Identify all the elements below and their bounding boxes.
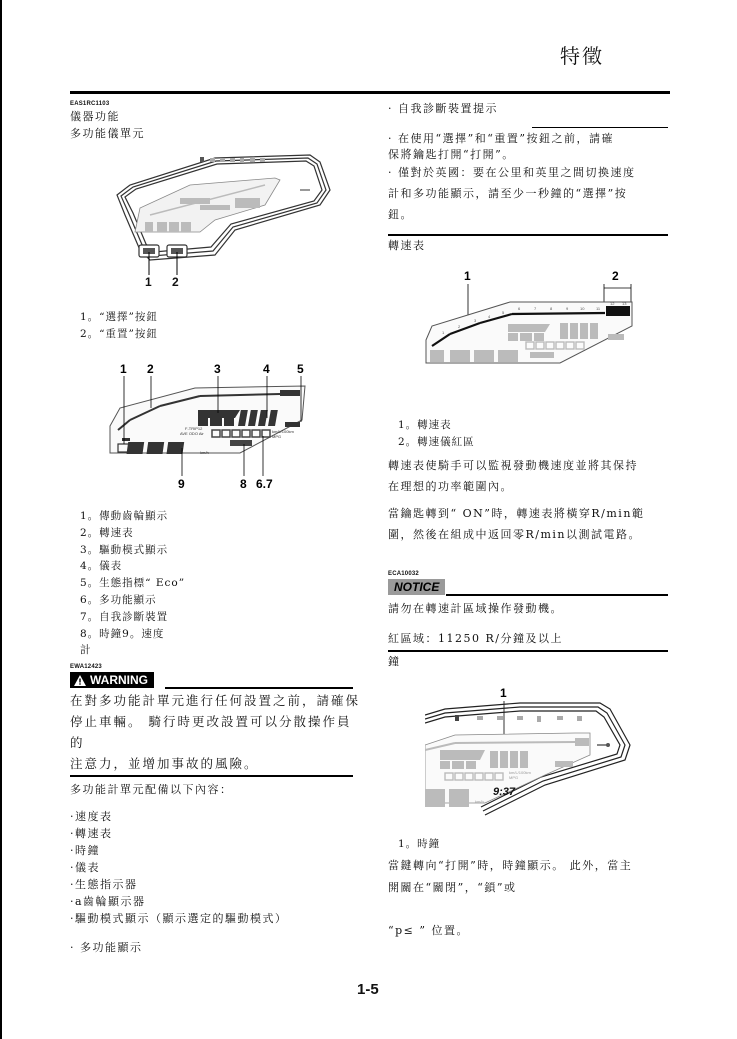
para-line: 開關在“關閉”，“鎖”或 — [388, 881, 517, 894]
diag-item: · 自我診斷裝置提示 — [388, 102, 498, 115]
section-rule — [388, 650, 668, 652]
warning-line: 停止車輛。 騎行時更改設置可以分散操作員的 — [70, 714, 352, 750]
header-rule — [70, 91, 670, 94]
figure4-legend — [398, 836, 440, 853]
svg-text:F-TRIP12: F-TRIP12 — [185, 426, 203, 431]
section-title: 特徵 — [560, 44, 604, 68]
figure2-legend — [80, 508, 185, 659]
feature-item: ·轉速表 — [70, 827, 113, 840]
legend-item: 1。時鐘 — [398, 838, 441, 850]
svg-text:8: 8 — [550, 306, 553, 311]
figure-clock — [425, 685, 635, 820]
svg-text:11: 11 — [596, 306, 601, 311]
warning-triangle-icon — [74, 675, 86, 686]
tach-paragraph-1 — [388, 455, 673, 497]
callout-1: 1 — [500, 686, 507, 700]
legend-item: 3。驅動模式顯示 — [80, 543, 169, 556]
note-line: 計和多功能顯示，請至少一秒鐘的“選擇”按 — [388, 187, 628, 200]
svg-text:13: 13 — [622, 301, 627, 306]
svg-text:km/h: km/h — [475, 799, 484, 804]
svg-text:5: 5 — [502, 310, 505, 315]
note-line: · 在使用“選擇”和“重置”按鈕之前，請確 — [388, 132, 614, 145]
warning-rule — [165, 687, 353, 689]
para-line: 圍，然後在組成中返回零R/min以測試電路。 — [388, 528, 642, 541]
notes-block — [388, 131, 673, 225]
svg-text:6: 6 — [518, 306, 521, 311]
heading-instrument-functions: 儀器功能 — [70, 110, 120, 123]
note-rule — [532, 127, 668, 128]
legend-item: 7。自我診斷裝置 — [80, 610, 169, 623]
legend-item: 2。“重置”按鈕 — [80, 327, 158, 340]
para-line: 當鍵轉向“打開”時，時鐘顯示。 此外，當主 — [388, 859, 633, 872]
page-left-border — [0, 0, 2, 1039]
feature-item-multifunction: · 多功能顯示 — [70, 941, 143, 954]
svg-text:2: 2 — [458, 324, 461, 329]
note-line: · 僅對於英國：要在公里和英里之間切換速度 — [388, 166, 636, 179]
svg-text:10: 10 — [580, 306, 585, 311]
features-list — [70, 808, 288, 927]
svg-text:MPG: MPG — [272, 434, 282, 439]
svg-text:km/L/100km: km/L/100km — [272, 429, 294, 434]
warning-text — [70, 690, 360, 774]
clock-paragraph-end: “p≤ ” 位置。 — [388, 924, 469, 937]
svg-text:9: 9 — [566, 306, 569, 311]
notice-code: ECA10032 — [388, 571, 419, 577]
callout-1: 1 — [464, 269, 471, 283]
legend-item: 2。轉速表 — [80, 526, 134, 539]
feature-item: ·速度表 — [70, 810, 113, 823]
legend-item: 1。轉速表 — [398, 419, 452, 431]
legend-item: 2。轉速儀紅區 — [398, 435, 475, 448]
svg-text:12: 12 — [610, 301, 615, 306]
section-rule — [388, 234, 668, 236]
legend-item: 計 — [80, 644, 92, 657]
callout-2: 2 — [172, 275, 179, 289]
legend-item: 8。時鐘9。速度 — [80, 627, 165, 640]
callout-4: 4 — [263, 362, 270, 376]
features-intro: 多功能計單元配備以下內容： — [70, 783, 233, 796]
para-line: 當鑰匙轉到“ ON”時，轉速表將橫穿R/min範 — [388, 507, 645, 520]
section-rule — [70, 775, 353, 777]
clock-paragraph — [388, 855, 673, 899]
legend-item: 4。儀表 — [80, 560, 123, 573]
callout-2: 2 — [147, 362, 154, 376]
note-line: 鈕。 — [388, 208, 413, 221]
svg-text:7: 7 — [534, 306, 537, 311]
warning-line: 注意力，並增加事故的風險。 — [70, 756, 259, 771]
svg-text:km/L/100km: km/L/100km — [509, 770, 531, 775]
callout-3: 3 — [214, 362, 221, 376]
figure-tachometer — [420, 268, 635, 378]
notice-text: 請勿在轉速計區域操作發動機。 — [388, 602, 563, 615]
para-line: 在理想的功率範圍內。 — [388, 480, 513, 493]
callout-9: 9 — [178, 477, 185, 488]
callout-1: 1 — [120, 362, 127, 376]
legend-item: 5。生態指標“ Eco” — [80, 577, 186, 590]
svg-text:3: 3 — [474, 318, 477, 323]
notice-rule — [446, 594, 668, 596]
figure3-legend — [398, 417, 475, 450]
callout-2: 2 — [612, 269, 619, 283]
warning-line: 在對多功能計單元進行任何設置之前，請確保 — [70, 693, 361, 708]
tach-paragraph-2 — [388, 503, 673, 545]
feature-item: ·驅動模式顯示（顯示選定的驅動模式） — [70, 912, 288, 925]
warning-label: WARNING — [90, 673, 148, 687]
legend-item: 6。多功能顯示 — [80, 593, 157, 606]
feature-item: ·生態指示器 — [70, 878, 138, 891]
figure-lcd-display — [100, 358, 330, 488]
feature-item: ·儀表 — [70, 861, 100, 874]
redzone-text: 紅區域：11250 R/分鐘及以上 — [388, 632, 563, 645]
legend-item: 1。傳動齒輪顯示 — [80, 510, 169, 522]
figure-meter-unit — [105, 150, 335, 290]
legend-item: 1。“選擇”按鈕 — [80, 311, 158, 323]
doc-code: EAS1RC1103 — [70, 101, 110, 107]
svg-text:MPG: MPG — [509, 775, 519, 780]
figure1-legend — [80, 309, 158, 342]
feature-item: ·a齒輪顯示器 — [70, 895, 146, 908]
para-line: 轉速表使騎手可以監視發動機速度並將其保持 — [388, 459, 638, 472]
svg-text:km/h: km/h — [200, 450, 209, 455]
callout-1: 1 — [145, 275, 152, 289]
heading-multifunction-meter: 多功能儀單元 — [70, 127, 145, 140]
warning-badge — [70, 672, 154, 688]
clock-heading: 鐘 — [388, 655, 401, 668]
svg-text:1: 1 — [442, 330, 445, 335]
tach-heading: 轉速表 — [388, 239, 426, 252]
callout-5: 5 — [297, 362, 304, 376]
callout-8: 8 — [240, 477, 247, 488]
note-line: 保將鑰匙打開“打開”。 — [388, 148, 515, 161]
page-number: 1-5 — [357, 981, 379, 998]
clock-value: 9:37 — [493, 786, 516, 798]
svg-text:AVE ODO Air: AVE ODO Air — [180, 431, 204, 436]
callout-6-7: 6,7 — [256, 477, 273, 488]
warning-code: EWA12423 — [70, 664, 102, 670]
notice-badge: NOTICE — [388, 579, 445, 595]
svg-text:4: 4 — [488, 314, 491, 319]
feature-item: ·時鐘 — [70, 844, 100, 857]
